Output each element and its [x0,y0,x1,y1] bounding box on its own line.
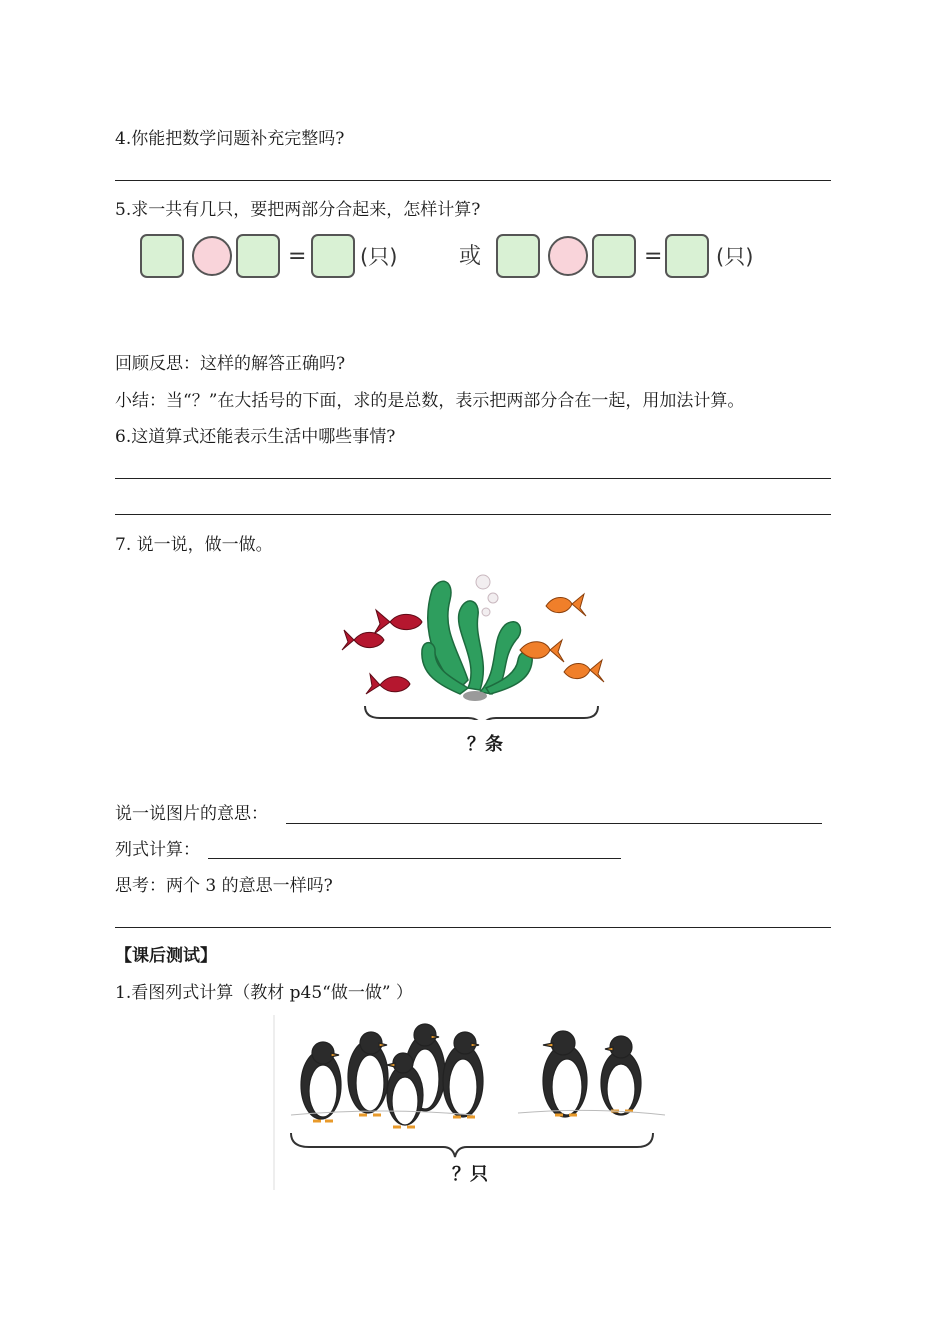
fish-total-label: ？条 [467,734,503,755]
calc-answer-line[interactable] [208,858,621,859]
describe-answer-line[interactable] [286,823,822,824]
q4-answer-line[interactable] [115,180,831,181]
answer-box-1[interactable] [140,234,184,278]
test-header: 【课后测试】 [115,946,217,966]
q6-answer-line-2[interactable] [115,514,831,515]
answer-box-2[interactable] [236,234,280,278]
penguin-total-label: ？只 [452,1164,488,1185]
test-q1-text: 1.看图列式计算（教材 p45“做一做” ） [115,983,413,1003]
answer-box-4[interactable] [592,234,636,278]
think-answer-line[interactable] [115,927,831,928]
answer-box-3[interactable] [496,234,540,278]
think-label: 思考：两个 3 的意思一样吗? [115,876,333,896]
calc-label: 列式计算： [115,840,200,860]
brace-icon [291,1133,653,1157]
answer-box-result-1[interactable] [311,234,355,278]
q6-answer-line-1[interactable] [115,478,831,479]
q5-text: 5.求一共有几只，要把两部分合起来，怎样计算? [115,200,481,220]
q6-text: 6.这道算式还能表示生活中哪些事情? [115,427,396,447]
fish-seaweed-illustration [340,570,610,720]
equals-sign: = [644,244,663,269]
unit-label: (只) [716,245,754,269]
reflect-text: 回顾反思：这样的解答正确吗? [115,354,346,374]
q4-text: 4.你能把数学问题补充完整吗? [115,129,345,149]
q7-text: 7. 说一说，做一做。 [115,535,273,555]
equals-sign: = [288,244,307,269]
operator-circle-1[interactable] [192,236,232,276]
brace-icon [365,706,598,720]
unit-label: (只) [360,245,398,269]
summary-text: 小结：当“？”在大括号的下面，求的是总数，表示把两部分合在一起，用加法计算。 [115,391,745,411]
describe-label: 说一说图片的意思： [115,804,268,824]
operator-circle-2[interactable] [548,236,588,276]
answer-box-result-2[interactable] [665,234,709,278]
or-label: 或 [459,244,482,269]
